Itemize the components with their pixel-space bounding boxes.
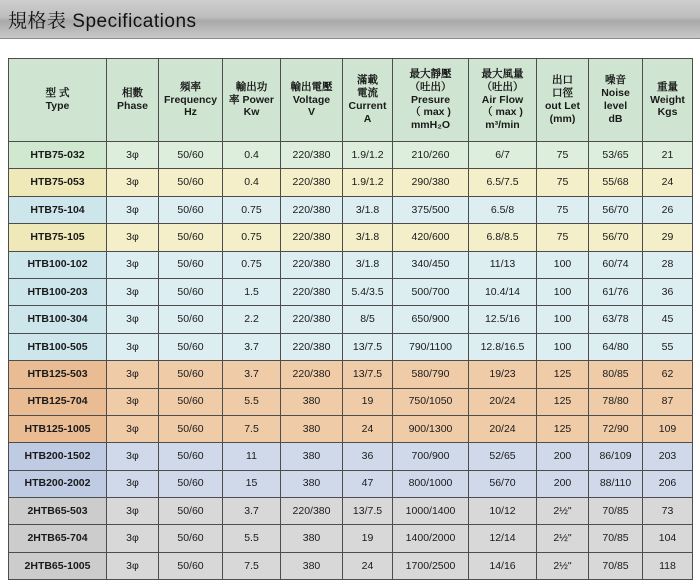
cell-phase: 3φ [107,306,159,333]
cell-pressure: 210/260 [393,142,469,169]
column-header-line: 重量 [657,80,678,93]
cell-outlet: 75 [537,196,589,223]
column-header-line: （吐出） [481,80,524,93]
cell-phase: 3φ [107,498,159,525]
cell-weight: 29 [643,224,693,251]
column-header-freq [159,59,223,142]
cell-airflow: 20/24 [469,415,537,442]
column-header-line: m³/min [485,119,520,132]
cell-current: 1.9/1.2 [343,169,393,196]
table-row [9,443,693,470]
cell-pressure: 650/900 [393,306,469,333]
column-header-line: A [363,112,372,125]
cell-power: 0.75 [223,224,281,251]
cell-weight: 36 [643,278,693,305]
cell-type: 2HTB65-1005 [9,552,107,579]
table-body [9,142,693,580]
table-header-row [9,59,693,142]
cell-type: 2HTB65-503 [9,498,107,525]
cell-pressure: 290/380 [393,169,469,196]
cell-noise: 86/109 [589,443,643,470]
cell-voltage: 220/380 [281,498,343,525]
column-header-line: Current [348,100,387,112]
cell-freq: 50/60 [159,333,223,360]
cell-outlet: 75 [537,224,589,251]
specifications-table-wrapper [8,58,692,580]
column-header-line: 率 Power [229,93,274,106]
cell-freq: 50/60 [159,196,223,223]
cell-freq: 50/60 [159,306,223,333]
cell-power: 5.5 [223,525,281,552]
table-row [9,169,693,196]
cell-outlet: 125 [537,415,589,442]
cell-phase: 3φ [107,552,159,579]
cell-freq: 50/60 [159,498,223,525]
cell-pressure: 800/1000 [393,470,469,497]
column-header-line: 噪音 [605,74,626,87]
cell-pressure: 500/700 [393,278,469,305]
cell-freq: 50/60 [159,169,223,196]
cell-type: 2HTB65-704 [9,525,107,552]
column-header-line: 相數 [122,87,143,100]
cell-current: 13/7.5 [343,498,393,525]
cell-noise: 63/78 [589,306,643,333]
cell-voltage: 220/380 [281,169,343,196]
cell-freq: 50/60 [159,415,223,442]
cell-weight: 109 [643,415,693,442]
cell-voltage: 220/380 [281,278,343,305]
cell-noise: 64/80 [589,333,643,360]
cell-voltage: 380 [281,552,343,579]
cell-power: 7.5 [223,552,281,579]
cell-noise: 61/76 [589,278,643,305]
cell-pressure: 1000/1400 [393,498,469,525]
cell-voltage: 380 [281,415,343,442]
cell-noise: 78/80 [589,388,643,415]
cell-noise: 70/85 [589,525,643,552]
cell-current: 36 [343,443,393,470]
cell-weight: 206 [643,470,693,497]
cell-noise: 60/74 [589,251,643,278]
column-header-line: Kw [243,106,260,119]
column-header-line: Weight [650,93,685,106]
cell-outlet: 2½" [537,498,589,525]
cell-voltage: 380 [281,388,343,415]
cell-current: 24 [343,415,393,442]
column-header-line: 頻率 [180,80,201,93]
cell-type: HTB75-105 [9,224,107,251]
cell-power: 2.2 [223,306,281,333]
column-header-line: 滿載 [357,74,378,87]
cell-phase: 3φ [107,525,159,552]
cell-power: 0.4 [223,169,281,196]
column-header-line: （ max ) [410,106,451,119]
cell-airflow: 52/65 [469,443,537,470]
cell-type: HTB75-032 [9,142,107,169]
column-header-line: Hz [184,106,197,119]
cell-airflow: 6.5/8 [469,196,537,223]
column-header-line: 型 式 [45,87,70,100]
table-row [9,525,693,552]
cell-current: 3/1.8 [343,251,393,278]
cell-airflow: 6.5/7.5 [469,169,537,196]
cell-weight: 24 [643,169,693,196]
column-header-outlet [537,59,589,142]
cell-pressure: 580/790 [393,361,469,388]
cell-airflow: 12.5/16 [469,306,537,333]
table-row [9,498,693,525]
cell-type: HTB125-1005 [9,415,107,442]
cell-type: HTB100-304 [9,306,107,333]
column-header-line: （吐出） [409,80,452,93]
cell-noise: 88/110 [589,470,643,497]
table-row [9,388,693,415]
cell-current: 24 [343,552,393,579]
cell-noise: 56/70 [589,224,643,251]
cell-weight: 104 [643,525,693,552]
cell-pressure: 1400/2000 [393,525,469,552]
cell-airflow: 6/7 [469,142,537,169]
cell-current: 19 [343,525,393,552]
cell-phase: 3φ [107,169,159,196]
cell-weight: 87 [643,388,693,415]
cell-noise: 56/70 [589,196,643,223]
cell-pressure: 700/900 [393,443,469,470]
cell-type: HTB100-102 [9,251,107,278]
column-header-line: level [603,100,628,112]
cell-freq: 50/60 [159,251,223,278]
cell-phase: 3φ [107,224,159,251]
cell-pressure: 1700/2500 [393,552,469,579]
cell-outlet: 125 [537,388,589,415]
cell-noise: 70/85 [589,552,643,579]
cell-power: 3.7 [223,498,281,525]
column-header-line: 最大風量 [481,68,524,80]
table-row [9,306,693,333]
cell-power: 11 [223,443,281,470]
column-header-line: V [307,106,315,119]
cell-pressure: 790/1100 [393,333,469,360]
column-header-line: 輸出功 [235,80,268,93]
cell-phase: 3φ [107,142,159,169]
cell-freq: 50/60 [159,443,223,470]
cell-power: 1.5 [223,278,281,305]
cell-power: 0.75 [223,251,281,278]
cell-voltage: 220/380 [281,361,343,388]
column-header-weight [643,59,693,142]
cell-weight: 21 [643,142,693,169]
specifications-table [8,58,693,580]
cell-phase: 3φ [107,443,159,470]
cell-freq: 50/60 [159,224,223,251]
column-header-line: 出口 [552,74,573,87]
cell-weight: 203 [643,443,693,470]
column-header-line: 輸出電壓 [290,80,333,93]
cell-voltage: 380 [281,443,343,470]
cell-phase: 3φ [107,361,159,388]
cell-voltage: 220/380 [281,142,343,169]
cell-power: 15 [223,470,281,497]
cell-outlet: 2½" [537,552,589,579]
page-title: 規格表 Specifications [8,11,197,32]
table-row [9,552,693,579]
cell-weight: 28 [643,251,693,278]
column-header-type [9,59,107,142]
cell-weight: 118 [643,552,693,579]
cell-airflow: 19/23 [469,361,537,388]
table-row [9,415,693,442]
table-row [9,278,693,305]
page-header [0,0,700,39]
cell-type: HTB100-505 [9,333,107,360]
cell-current: 47 [343,470,393,497]
cell-current: 1.9/1.2 [343,142,393,169]
column-header-line: Phase [117,100,148,112]
cell-phase: 3φ [107,251,159,278]
column-header-line: Air Flow [481,93,524,106]
cell-current: 13/7.5 [343,333,393,360]
column-header-line: 口徑 [552,87,573,100]
cell-freq: 50/60 [159,278,223,305]
column-header-power [223,59,281,142]
cell-freq: 50/60 [159,361,223,388]
cell-type: HTB75-053 [9,169,107,196]
cell-type: HTB100-203 [9,278,107,305]
cell-power: 0.4 [223,142,281,169]
column-header-line: out Let [545,100,580,112]
cell-phase: 3φ [107,333,159,360]
cell-phase: 3φ [107,415,159,442]
cell-pressure: 375/500 [393,196,469,223]
column-header-line: Noise [601,87,630,100]
cell-outlet: 100 [537,333,589,360]
cell-current: 19 [343,388,393,415]
cell-outlet: 125 [537,361,589,388]
cell-phase: 3φ [107,388,159,415]
cell-outlet: 200 [537,443,589,470]
cell-weight: 45 [643,306,693,333]
table-row [9,196,693,223]
column-header-line: dB [608,112,623,125]
cell-voltage: 220/380 [281,196,343,223]
table-row [9,224,693,251]
cell-current: 3/1.8 [343,196,393,223]
table-row [9,142,693,169]
cell-pressure: 750/1050 [393,388,469,415]
cell-weight: 55 [643,333,693,360]
cell-pressure: 420/600 [393,224,469,251]
cell-outlet: 100 [537,278,589,305]
cell-outlet: 200 [537,470,589,497]
cell-airflow: 14/16 [469,552,537,579]
column-header-line: mmH₂O [410,119,451,132]
table-row [9,333,693,360]
cell-airflow: 12.8/16.5 [469,333,537,360]
cell-voltage: 220/380 [281,333,343,360]
cell-noise: 55/68 [589,169,643,196]
cell-pressure: 900/1300 [393,415,469,442]
cell-noise: 53/65 [589,142,643,169]
cell-freq: 50/60 [159,142,223,169]
cell-type: HTB75-104 [9,196,107,223]
column-header-line: Frequency [163,93,218,106]
table-row [9,361,693,388]
cell-airflow: 10/12 [469,498,537,525]
cell-phase: 3φ [107,196,159,223]
cell-airflow: 56/70 [469,470,537,497]
cell-noise: 80/85 [589,361,643,388]
cell-weight: 26 [643,196,693,223]
cell-outlet: 75 [537,142,589,169]
cell-noise: 72/90 [589,415,643,442]
column-header-line: Voltage [292,93,331,106]
cell-power: 7.5 [223,415,281,442]
column-header-voltage [281,59,343,142]
cell-current: 8/5 [343,306,393,333]
column-header-line: （ max ) [482,106,523,119]
cell-current: 13/7.5 [343,361,393,388]
cell-power: 0.75 [223,196,281,223]
cell-voltage: 380 [281,470,343,497]
cell-weight: 62 [643,361,693,388]
cell-airflow: 6.8/8.5 [469,224,537,251]
cell-type: HTB200-1502 [9,443,107,470]
cell-voltage: 220/380 [281,251,343,278]
column-header-current [343,59,393,142]
cell-voltage: 220/380 [281,306,343,333]
column-header-line: (mm) [549,112,576,125]
column-header-line: Presure [410,93,451,106]
table-row [9,470,693,497]
cell-power: 5.5 [223,388,281,415]
cell-voltage: 220/380 [281,224,343,251]
cell-weight: 73 [643,498,693,525]
cell-phase: 3φ [107,278,159,305]
cell-type: HTB200-2002 [9,470,107,497]
column-header-line: 電流 [357,87,378,100]
cell-power: 3.7 [223,361,281,388]
column-header-line: Type [45,100,70,112]
cell-freq: 50/60 [159,470,223,497]
cell-airflow: 10.4/14 [469,278,537,305]
cell-noise: 70/85 [589,498,643,525]
cell-outlet: 100 [537,251,589,278]
table-row [9,251,693,278]
cell-airflow: 12/14 [469,525,537,552]
cell-voltage: 380 [281,525,343,552]
cell-type: HTB125-704 [9,388,107,415]
column-header-noise [589,59,643,142]
cell-type: HTB125-503 [9,361,107,388]
column-header-line: 最大靜壓 [409,68,452,80]
cell-freq: 50/60 [159,552,223,579]
cell-outlet: 75 [537,169,589,196]
cell-freq: 50/60 [159,525,223,552]
column-header-pressure [393,59,469,142]
cell-pressure: 340/450 [393,251,469,278]
cell-current: 3/1.8 [343,224,393,251]
cell-outlet: 100 [537,306,589,333]
column-header-phase [107,59,159,142]
column-header-line: Kgs [657,106,678,119]
cell-phase: 3φ [107,470,159,497]
cell-current: 5.4/3.5 [343,278,393,305]
cell-airflow: 11/13 [469,251,537,278]
column-header-airflow [469,59,537,142]
cell-outlet: 2½" [537,525,589,552]
cell-airflow: 20/24 [469,388,537,415]
cell-freq: 50/60 [159,388,223,415]
cell-power: 3.7 [223,333,281,360]
